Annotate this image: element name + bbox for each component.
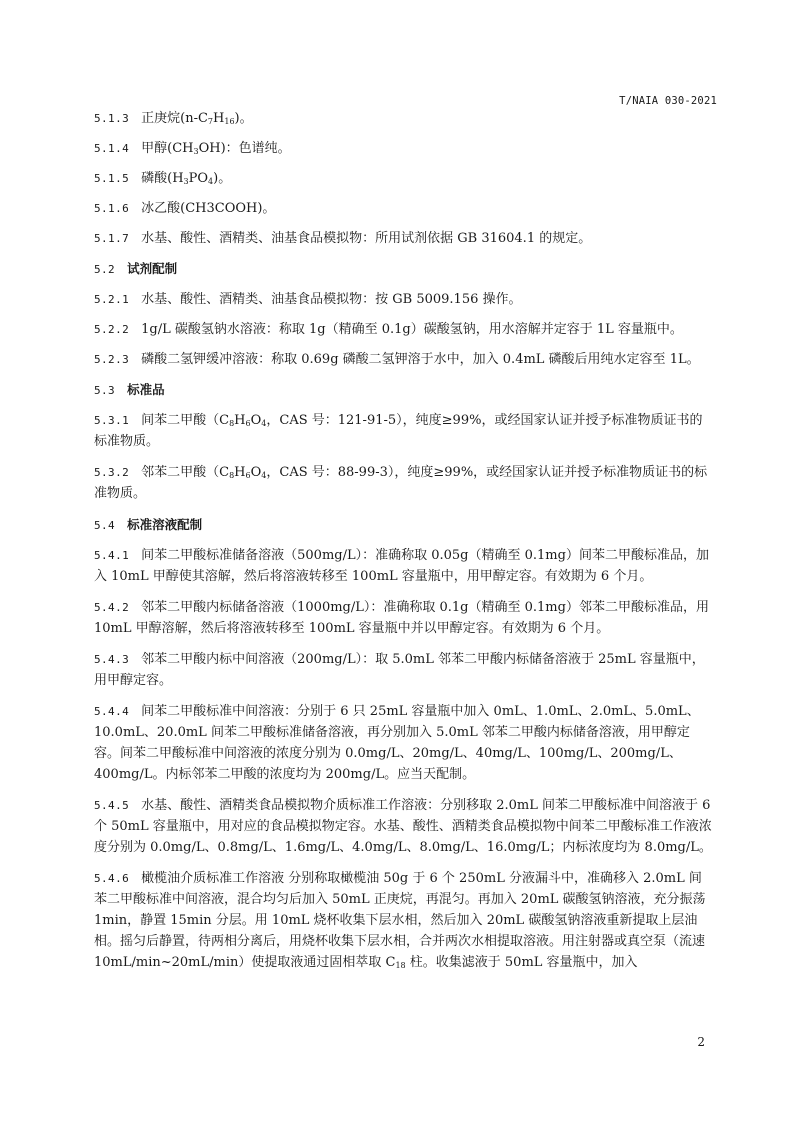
clause-5-1-7: 5.1.7 水基、酸性、酒精类、油基食品模拟物：所用试剂依据 GB 31604.1 的规定。	[94, 231, 592, 246]
clause-5-1-3: 5.1.3 正庚烷$(n-C_7H_{16})$。	[94, 111, 253, 126]
standard-code: T/NAIA 030-2021	[619, 95, 717, 107]
clause-5-1-6: 5.1.6 冰乙酸(CH3COOH)。	[94, 201, 276, 216]
section-heading-5-2: 5.2 试剂配制	[94, 261, 178, 276]
section-heading-5-3: 5.3 标准品	[94, 382, 165, 397]
clause-5-4-5: 5.4.5 水基、酸性、酒精类食品模拟物介质标准工作溶液：分别移取 2.0mL 间苯二甲酸标准中间溶液于 6 个 50mL 容量瓶中，用对应的食品模拟物定容。水基、酸性、酒精类食品模拟物中间苯二甲酸标准工作液浓度分别为 0.0mg/L、0.8mg/L、1.6mg/L、4.0mg/L、8.0mg/L、16.0mg/L；内标浓度均为 8.0mg/L。	[94, 798, 712, 855]
clause-5-4-2: 5.4.2 邻苯二甲酸内标储备溶液（1000mg/L）：准确称取 0.1g（精确至 0.1mg）邻苯二甲酸标准品，用 10mL 甲醇溶解，然后将溶液转移至 100mL 容量瓶中并以甲醇定容。有效期为 6 个月。	[94, 600, 709, 636]
clause-5-4-6: 5.4.6 橄榄油介质标准工作溶液 分别称取橄榄油 50g 于 6 个 250mL 分液漏斗中，准确移入 2.0mL 间苯二甲酸标准中间溶液，混合均匀后加入 50mL 正庚烷，再混匀。再加入 20mL 碳酸氢钠溶液，充分振荡 1min，静置 15min 分层。用 10mL 烧杯收集下层水相，然后加入 20mL 碳酸氢钠溶液重新提取上层油相。摇匀后静置，待两相分离后，用烧杯收集下层水相，合并两次水相提取溶液。用注射器或真空泵（流速 10mL/min~20mL/min）使提取液通过固相萃取 $C_{18}$ 柱。收集滤液于 50mL 容量瓶中，加入	[94, 871, 706, 970]
clause-5-2-3: 5.2.3 磷酸二氢钾缓冲溶液：称取 0.69g 磷酸二氢钾溶于水中，加入 0.4mL 磷酸后用纯水定容至 1L。	[94, 352, 700, 367]
document-body	[94, 108, 714, 983]
clause-5-3-1: 5.3.1 间苯二甲酸（$C_8H_6O_4$，CAS 号：121-91-5），纯度≥99%，或经国家认证并授予标准物质证书的标准物质。	[94, 413, 703, 449]
clause-5-3-2: 5.3.2 邻苯二甲酸（$C_8H_6O_4$，CAS 号：88-99-3），纯度≥99%，或经国家认证并授予标准物质证书的标准物质。	[94, 465, 708, 501]
section-heading-5-4: 5.4 标准溶液配制	[94, 517, 203, 532]
clause-5-4-3: 5.4.3 邻苯二甲酸内标中间溶液（200mg/L）：取 5.0mL 邻苯二甲酸内标储备溶液于 25mL 容量瓶中，用甲醇定容。	[94, 652, 705, 688]
clause-5-4-1: 5.4.1 间苯二甲酸标准储备溶液（500mg/L）：准确称取 0.05g（精确至 0.1mg）间苯二甲酸标准品，加入 10mL 甲醇使其溶解，然后将溶液转移至 100mL 容量瓶中，用甲醇定容。有效期为 6 个月。	[94, 548, 709, 584]
page-number: 2	[697, 1035, 705, 1049]
clause-5-4-4: 5.4.4 间苯二甲酸标准中间溶液：分别于 6 只 25mL 容量瓶中加入 0mL、1.0mL、2.0mL、5.0mL、10.0mL、20.0mL 间苯二甲酸标准储备溶液，再分别加入 5.0mL 邻苯二甲酸内标储备溶液，用甲醇定容。间苯二甲酸标准中间溶液的浓度分别为 0.0mg/L、20mg/L、40mg/L、100mg/L、200mg/L、400mg/L。内标邻苯二甲酸的浓度均为 200mg/L。应当天配制。	[94, 704, 700, 782]
clause-5-2-2: 5.2.2 1g/L 碳酸氢钠水溶液：称取 1g（精确至 0.1g）碳酸氢钠，用水溶解并定容于 1L 容量瓶中。	[94, 322, 683, 337]
clause-5-1-4: 5.1.4 甲醇$(CH_3OH)$：色谱纯。	[94, 141, 291, 156]
clause-5-2-1: 5.2.1 水基、酸性、酒精类、油基食品模拟物：按 GB 5009.156 操作。	[94, 292, 522, 307]
clause-5-1-5: 5.1.5 磷酸$(H_3PO_4)$。	[94, 171, 232, 186]
